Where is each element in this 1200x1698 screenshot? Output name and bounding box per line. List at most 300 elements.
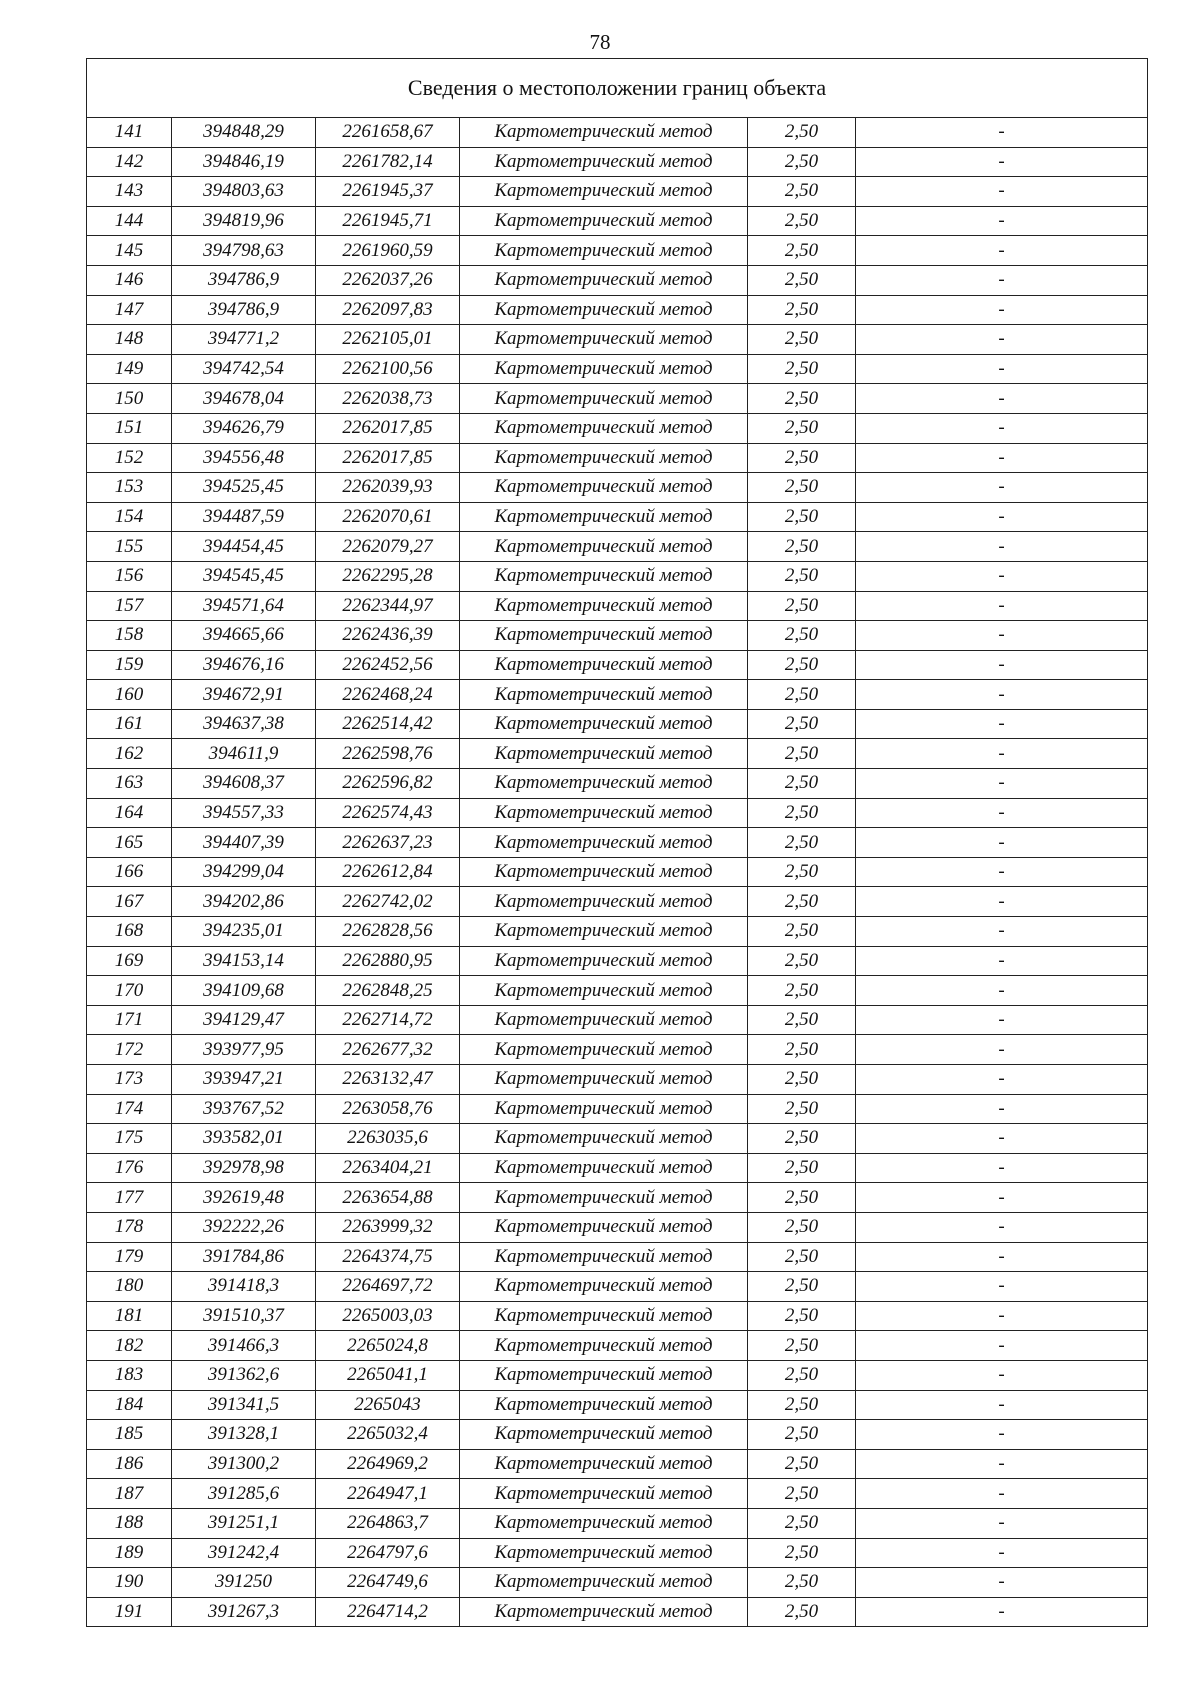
point-number-cell: 153: [87, 473, 172, 503]
y-coordinate-cell: 2262514,42: [316, 709, 460, 739]
table-row: [87, 118, 1148, 148]
y-coordinate-cell: 2264863,7: [316, 1508, 460, 1538]
y-coordinate-cell: 2264947,1: [316, 1479, 460, 1509]
y-coordinate-cell: 2262637,23: [316, 828, 460, 858]
x-coordinate-cell: 394608,37: [172, 769, 316, 799]
x-coordinate-cell: 394202,86: [172, 887, 316, 917]
description-cell: -: [856, 1183, 1148, 1213]
table-row: [87, 413, 1148, 443]
accuracy-cell: 2,50: [748, 413, 856, 443]
accuracy-cell: 2,50: [748, 502, 856, 532]
description-cell: -: [856, 828, 1148, 858]
accuracy-cell: 2,50: [748, 946, 856, 976]
description-cell: -: [856, 236, 1148, 266]
x-coordinate-cell: 391466,3: [172, 1331, 316, 1361]
point-number-cell: 172: [87, 1035, 172, 1065]
x-coordinate-cell: 394611,9: [172, 739, 316, 769]
point-number-cell: 190: [87, 1568, 172, 1598]
description-cell: -: [856, 413, 1148, 443]
table-row: [87, 443, 1148, 473]
method-cell: Картометрический метод: [460, 1272, 748, 1302]
accuracy-cell: 2,50: [748, 1005, 856, 1035]
y-coordinate-cell: 2263132,47: [316, 1065, 460, 1095]
x-coordinate-cell: 392978,98: [172, 1153, 316, 1183]
point-number-cell: 176: [87, 1153, 172, 1183]
x-coordinate-cell: 391251,1: [172, 1508, 316, 1538]
y-coordinate-cell: 2261960,59: [316, 236, 460, 266]
method-cell: Картометрический метод: [460, 354, 748, 384]
x-coordinate-cell: 394676,16: [172, 650, 316, 680]
point-number-cell: 166: [87, 857, 172, 887]
method-cell: Картометрический метод: [460, 177, 748, 207]
accuracy-cell: 2,50: [748, 1153, 856, 1183]
point-number-cell: 144: [87, 206, 172, 236]
accuracy-cell: 2,50: [748, 265, 856, 295]
x-coordinate-cell: 394487,59: [172, 502, 316, 532]
x-coordinate-cell: 394803,63: [172, 177, 316, 207]
y-coordinate-cell: 2262037,26: [316, 265, 460, 295]
x-coordinate-cell: 394153,14: [172, 946, 316, 976]
description-cell: -: [856, 621, 1148, 651]
accuracy-cell: 2,50: [748, 118, 856, 148]
description-cell: -: [856, 591, 1148, 621]
y-coordinate-cell: 2263654,88: [316, 1183, 460, 1213]
method-cell: Картометрический метод: [460, 976, 748, 1006]
point-number-cell: 155: [87, 532, 172, 562]
description-cell: -: [856, 946, 1148, 976]
accuracy-cell: 2,50: [748, 1479, 856, 1509]
method-cell: Картометрический метод: [460, 206, 748, 236]
y-coordinate-cell: 2262070,61: [316, 502, 460, 532]
accuracy-cell: 2,50: [748, 354, 856, 384]
accuracy-cell: 2,50: [748, 976, 856, 1006]
accuracy-cell: 2,50: [748, 1331, 856, 1361]
point-number-cell: 151: [87, 413, 172, 443]
description-cell: -: [856, 917, 1148, 947]
method-cell: Картометрический метод: [460, 1301, 748, 1331]
method-cell: Картометрический метод: [460, 532, 748, 562]
point-number-cell: 141: [87, 118, 172, 148]
point-number-cell: 156: [87, 561, 172, 591]
accuracy-cell: 2,50: [748, 857, 856, 887]
description-cell: -: [856, 1360, 1148, 1390]
description-cell: -: [856, 1124, 1148, 1154]
description-cell: -: [856, 1479, 1148, 1509]
y-coordinate-cell: 2262452,56: [316, 650, 460, 680]
table-row: [87, 1331, 1148, 1361]
x-coordinate-cell: 391300,2: [172, 1449, 316, 1479]
description-cell: -: [856, 502, 1148, 532]
table-row: [87, 502, 1148, 532]
table-row: [87, 591, 1148, 621]
description-cell: -: [856, 769, 1148, 799]
y-coordinate-cell: 2261782,14: [316, 147, 460, 177]
point-number-cell: 178: [87, 1212, 172, 1242]
method-cell: Картометрический метод: [460, 1242, 748, 1272]
point-number-cell: 185: [87, 1420, 172, 1450]
point-number-cell: 162: [87, 739, 172, 769]
point-number-cell: 186: [87, 1449, 172, 1479]
description-cell: -: [856, 1597, 1148, 1627]
method-cell: Картометрический метод: [460, 295, 748, 325]
point-number-cell: 169: [87, 946, 172, 976]
y-coordinate-cell: 2262677,32: [316, 1035, 460, 1065]
accuracy-cell: 2,50: [748, 1272, 856, 1302]
y-coordinate-cell: 2263404,21: [316, 1153, 460, 1183]
y-coordinate-cell: 2265003,03: [316, 1301, 460, 1331]
point-number-cell: 163: [87, 769, 172, 799]
y-coordinate-cell: 2262828,56: [316, 917, 460, 947]
table-row: [87, 917, 1148, 947]
method-cell: Картометрический метод: [460, 591, 748, 621]
accuracy-cell: 2,50: [748, 1597, 856, 1627]
table-row: [87, 1153, 1148, 1183]
accuracy-cell: 2,50: [748, 561, 856, 591]
method-cell: Картометрический метод: [460, 1094, 748, 1124]
method-cell: Картометрический метод: [460, 1597, 748, 1627]
y-coordinate-cell: 2264714,2: [316, 1597, 460, 1627]
table-row: [87, 236, 1148, 266]
x-coordinate-cell: 391341,5: [172, 1390, 316, 1420]
x-coordinate-cell: 393977,95: [172, 1035, 316, 1065]
method-cell: Картометрический метод: [460, 147, 748, 177]
y-coordinate-cell: 2265032,4: [316, 1420, 460, 1450]
table-row: [87, 532, 1148, 562]
x-coordinate-cell: 394525,45: [172, 473, 316, 503]
accuracy-cell: 2,50: [748, 828, 856, 858]
method-cell: Картометрический метод: [460, 265, 748, 295]
x-coordinate-cell: 391242,4: [172, 1538, 316, 1568]
accuracy-cell: 2,50: [748, 206, 856, 236]
description-cell: -: [856, 1272, 1148, 1302]
point-number-cell: 164: [87, 798, 172, 828]
point-number-cell: 187: [87, 1479, 172, 1509]
point-number-cell: 154: [87, 502, 172, 532]
method-cell: Картометрический метод: [460, 857, 748, 887]
accuracy-cell: 2,50: [748, 1094, 856, 1124]
description-cell: -: [856, 1094, 1148, 1124]
y-coordinate-cell: 2263035,6: [316, 1124, 460, 1154]
point-number-cell: 179: [87, 1242, 172, 1272]
accuracy-cell: 2,50: [748, 473, 856, 503]
y-coordinate-cell: 2263058,76: [316, 1094, 460, 1124]
method-cell: Картометрический метод: [460, 502, 748, 532]
method-cell: Картометрический метод: [460, 1538, 748, 1568]
point-number-cell: 161: [87, 709, 172, 739]
description-cell: -: [856, 1508, 1148, 1538]
point-number-cell: 159: [87, 650, 172, 680]
method-cell: Картометрический метод: [460, 561, 748, 591]
x-coordinate-cell: 394109,68: [172, 976, 316, 1006]
table-row: [87, 384, 1148, 414]
point-number-cell: 147: [87, 295, 172, 325]
point-number-cell: 183: [87, 1360, 172, 1390]
x-coordinate-cell: 394299,04: [172, 857, 316, 887]
method-cell: Картометрический метод: [460, 828, 748, 858]
point-number-cell: 148: [87, 325, 172, 355]
accuracy-cell: 2,50: [748, 650, 856, 680]
method-cell: Картометрический метод: [460, 1212, 748, 1242]
description-cell: -: [856, 1242, 1148, 1272]
y-coordinate-cell: 2264969,2: [316, 1449, 460, 1479]
method-cell: Картометрический метод: [460, 739, 748, 769]
point-number-cell: 143: [87, 177, 172, 207]
x-coordinate-cell: 391418,3: [172, 1272, 316, 1302]
y-coordinate-cell: 2262097,83: [316, 295, 460, 325]
table-row: [87, 1124, 1148, 1154]
x-coordinate-cell: 394407,39: [172, 828, 316, 858]
point-number-cell: 158: [87, 621, 172, 651]
point-number-cell: 170: [87, 976, 172, 1006]
point-number-cell: 168: [87, 917, 172, 947]
x-coordinate-cell: 394129,47: [172, 1005, 316, 1035]
method-cell: Картометрический метод: [460, 680, 748, 710]
accuracy-cell: 2,50: [748, 177, 856, 207]
description-cell: -: [856, 1035, 1148, 1065]
table-row: [87, 650, 1148, 680]
accuracy-cell: 2,50: [748, 1124, 856, 1154]
method-cell: Картометрический метод: [460, 1508, 748, 1538]
y-coordinate-cell: 2264749,6: [316, 1568, 460, 1598]
table-row: [87, 295, 1148, 325]
table-body: [87, 118, 1148, 1627]
method-cell: Картометрический метод: [460, 1153, 748, 1183]
method-cell: Картометрический метод: [460, 384, 748, 414]
y-coordinate-cell: 2262295,28: [316, 561, 460, 591]
table-row: [87, 265, 1148, 295]
point-number-cell: 173: [87, 1065, 172, 1095]
accuracy-cell: 2,50: [748, 1449, 856, 1479]
table-row: [87, 1094, 1148, 1124]
method-cell: Картометрический метод: [460, 236, 748, 266]
description-cell: -: [856, 857, 1148, 887]
table-row: [87, 709, 1148, 739]
point-number-cell: 150: [87, 384, 172, 414]
x-coordinate-cell: 394545,45: [172, 561, 316, 591]
y-coordinate-cell: 2264697,72: [316, 1272, 460, 1302]
method-cell: Картометрический метод: [460, 946, 748, 976]
y-coordinate-cell: 2262596,82: [316, 769, 460, 799]
x-coordinate-cell: 394798,63: [172, 236, 316, 266]
table-row: [87, 828, 1148, 858]
y-coordinate-cell: 2262039,93: [316, 473, 460, 503]
table-row: [87, 206, 1148, 236]
method-cell: Картометрический метод: [460, 1124, 748, 1154]
description-cell: -: [856, 118, 1148, 148]
y-coordinate-cell: 2262344,97: [316, 591, 460, 621]
x-coordinate-cell: 394571,64: [172, 591, 316, 621]
description-cell: -: [856, 1449, 1148, 1479]
point-number-cell: 175: [87, 1124, 172, 1154]
x-coordinate-cell: 391267,3: [172, 1597, 316, 1627]
y-coordinate-cell: 2261945,37: [316, 177, 460, 207]
point-number-cell: 180: [87, 1272, 172, 1302]
y-coordinate-cell: 2262100,56: [316, 354, 460, 384]
x-coordinate-cell: 394557,33: [172, 798, 316, 828]
table-title: Сведения о местоположении границ объекта: [87, 59, 1148, 118]
description-cell: -: [856, 650, 1148, 680]
table-row: [87, 769, 1148, 799]
point-number-cell: 157: [87, 591, 172, 621]
accuracy-cell: 2,50: [748, 709, 856, 739]
x-coordinate-cell: 391328,1: [172, 1420, 316, 1450]
accuracy-cell: 2,50: [748, 591, 856, 621]
point-number-cell: 167: [87, 887, 172, 917]
x-coordinate-cell: 392619,48: [172, 1183, 316, 1213]
x-coordinate-cell: 391250: [172, 1568, 316, 1598]
method-cell: Картометрический метод: [460, 1568, 748, 1598]
point-number-cell: 160: [87, 680, 172, 710]
description-cell: -: [856, 1301, 1148, 1331]
accuracy-cell: 2,50: [748, 1390, 856, 1420]
x-coordinate-cell: 394665,66: [172, 621, 316, 651]
description-cell: -: [856, 561, 1148, 591]
method-cell: Картометрический метод: [460, 621, 748, 651]
accuracy-cell: 2,50: [748, 532, 856, 562]
point-number-cell: 146: [87, 265, 172, 295]
table-row: [87, 1005, 1148, 1035]
accuracy-cell: 2,50: [748, 1183, 856, 1213]
x-coordinate-cell: 391285,6: [172, 1479, 316, 1509]
point-number-cell: 189: [87, 1538, 172, 1568]
description-cell: -: [856, 1331, 1148, 1361]
description-cell: -: [856, 532, 1148, 562]
y-coordinate-cell: 2261945,71: [316, 206, 460, 236]
y-coordinate-cell: 2264374,75: [316, 1242, 460, 1272]
accuracy-cell: 2,50: [748, 1420, 856, 1450]
table-row: [87, 1420, 1148, 1450]
description-cell: -: [856, 1212, 1148, 1242]
point-number-cell: 171: [87, 1005, 172, 1035]
point-number-cell: 181: [87, 1301, 172, 1331]
y-coordinate-cell: 2262598,76: [316, 739, 460, 769]
y-coordinate-cell: 2262714,72: [316, 1005, 460, 1035]
point-number-cell: 145: [87, 236, 172, 266]
y-coordinate-cell: 2263999,32: [316, 1212, 460, 1242]
point-number-cell: 177: [87, 1183, 172, 1213]
description-cell: -: [856, 1005, 1148, 1035]
x-coordinate-cell: 391510,37: [172, 1301, 316, 1331]
y-coordinate-cell: 2262017,85: [316, 413, 460, 443]
x-coordinate-cell: 394786,9: [172, 295, 316, 325]
point-number-cell: 188: [87, 1508, 172, 1538]
x-coordinate-cell: 394556,48: [172, 443, 316, 473]
method-cell: Картометрический метод: [460, 1390, 748, 1420]
y-coordinate-cell: 2264797,6: [316, 1538, 460, 1568]
x-coordinate-cell: 394235,01: [172, 917, 316, 947]
description-cell: -: [856, 177, 1148, 207]
y-coordinate-cell: 2261658,67: [316, 118, 460, 148]
method-cell: Картометрический метод: [460, 1035, 748, 1065]
table-row: [87, 887, 1148, 917]
method-cell: Картометрический метод: [460, 1065, 748, 1095]
x-coordinate-cell: 392222,26: [172, 1212, 316, 1242]
method-cell: Картометрический метод: [460, 1005, 748, 1035]
method-cell: Картометрический метод: [460, 118, 748, 148]
accuracy-cell: 2,50: [748, 769, 856, 799]
table-row: [87, 1301, 1148, 1331]
description-cell: -: [856, 1065, 1148, 1095]
accuracy-cell: 2,50: [748, 1538, 856, 1568]
description-cell: -: [856, 384, 1148, 414]
table-row: [87, 1568, 1148, 1598]
point-number-cell: 149: [87, 354, 172, 384]
accuracy-cell: 2,50: [748, 443, 856, 473]
description-cell: -: [856, 1420, 1148, 1450]
table-row: [87, 147, 1148, 177]
table-row: [87, 1360, 1148, 1390]
y-coordinate-cell: 2262038,73: [316, 384, 460, 414]
description-cell: -: [856, 325, 1148, 355]
method-cell: Картометрический метод: [460, 1183, 748, 1213]
description-cell: -: [856, 354, 1148, 384]
description-cell: -: [856, 798, 1148, 828]
y-coordinate-cell: 2262468,24: [316, 680, 460, 710]
y-coordinate-cell: 2262742,02: [316, 887, 460, 917]
description-cell: -: [856, 739, 1148, 769]
accuracy-cell: 2,50: [748, 798, 856, 828]
table-row: [87, 739, 1148, 769]
table-row: [87, 680, 1148, 710]
description-cell: -: [856, 1390, 1148, 1420]
description-cell: -: [856, 709, 1148, 739]
accuracy-cell: 2,50: [748, 384, 856, 414]
accuracy-cell: 2,50: [748, 295, 856, 325]
x-coordinate-cell: 394742,54: [172, 354, 316, 384]
y-coordinate-cell: 2265024,8: [316, 1331, 460, 1361]
description-cell: -: [856, 1153, 1148, 1183]
method-cell: Картометрический метод: [460, 1331, 748, 1361]
table-row: [87, 1183, 1148, 1213]
accuracy-cell: 2,50: [748, 1065, 856, 1095]
point-number-cell: 174: [87, 1094, 172, 1124]
table-row: [87, 1479, 1148, 1509]
x-coordinate-cell: 394637,38: [172, 709, 316, 739]
x-coordinate-cell: 394848,29: [172, 118, 316, 148]
table-row: [87, 1390, 1148, 1420]
accuracy-cell: 2,50: [748, 1242, 856, 1272]
table-row: [87, 1242, 1148, 1272]
y-coordinate-cell: 2262436,39: [316, 621, 460, 651]
y-coordinate-cell: 2262079,27: [316, 532, 460, 562]
table-row: [87, 1449, 1148, 1479]
table-row: [87, 325, 1148, 355]
accuracy-cell: 2,50: [748, 1212, 856, 1242]
point-number-cell: 191: [87, 1597, 172, 1627]
x-coordinate-cell: 393947,21: [172, 1065, 316, 1095]
description-cell: -: [856, 976, 1148, 1006]
y-coordinate-cell: 2262848,25: [316, 976, 460, 1006]
accuracy-cell: 2,50: [748, 1360, 856, 1390]
table-row: [87, 561, 1148, 591]
method-cell: Картометрический метод: [460, 769, 748, 799]
description-cell: -: [856, 1538, 1148, 1568]
method-cell: Картометрический метод: [460, 1360, 748, 1390]
accuracy-cell: 2,50: [748, 1301, 856, 1331]
y-coordinate-cell: 2265041,1: [316, 1360, 460, 1390]
x-coordinate-cell: 394819,96: [172, 206, 316, 236]
table-row: [87, 1538, 1148, 1568]
x-coordinate-cell: 391784,86: [172, 1242, 316, 1272]
method-cell: Картометрический метод: [460, 1449, 748, 1479]
point-number-cell: 142: [87, 147, 172, 177]
x-coordinate-cell: 394626,79: [172, 413, 316, 443]
x-coordinate-cell: 394454,45: [172, 532, 316, 562]
method-cell: Картометрический метод: [460, 473, 748, 503]
x-coordinate-cell: 393767,52: [172, 1094, 316, 1124]
y-coordinate-cell: 2262105,01: [316, 325, 460, 355]
table-row: [87, 976, 1148, 1006]
